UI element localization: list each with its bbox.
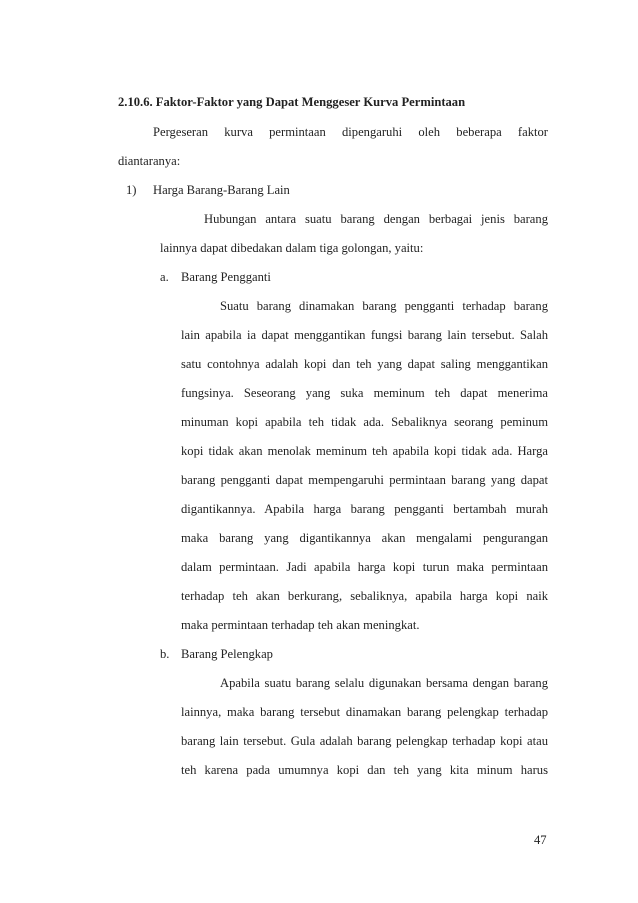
paragraph-line: dalam permintaan. Jadi apabila harga kopi turun maka permintaan [181, 560, 548, 574]
paragraph-line: satu contohnya adalah kopi dan teh yang dapat saling menggantikan [181, 357, 548, 371]
item-title: Harga Barang-Barang Lain [153, 183, 290, 197]
paragraph-line: barang lain tersebut. Gula adalah barang pelengkap terhadap kopi atau [181, 734, 548, 748]
paragraph-line: Suatu barang dinamakan barang pengganti terhadap barang [220, 299, 548, 313]
subitem-title: Barang Pengganti [181, 270, 271, 284]
list-number: 1) [126, 183, 137, 197]
paragraph-line: lainnya dapat dibedakan dalam tiga golongan, yaitu: [160, 241, 424, 255]
paragraph-line: kopi tidak akan menolak meminum teh apabila kopi tidak ada. Harga [181, 444, 548, 458]
paragraph-line: fungsinya. Seseorang yang suka meminum teh dapat menerima [181, 386, 548, 400]
paragraph-line: digantikannya. Apabila harga barang pengganti bertambah murah [181, 502, 548, 516]
paragraph-line: maka permintaan terhadap teh akan meningkat. [181, 618, 420, 632]
paragraph-line: minuman kopi apabila teh tidak ada. Sebaliknya seorang peminum [181, 415, 548, 429]
paragraph-line: Apabila suatu barang selalu digunakan bersama dengan barang [220, 676, 548, 690]
paragraph-line: teh karena pada umumnya kopi dan teh yang kita minum harus [181, 763, 548, 777]
paragraph-line: barang pengganti dapat mempengaruhi permintaan barang yang dapat [181, 473, 548, 487]
subitem-title: Barang Pelengkap [181, 647, 273, 661]
paragraph-line: Hubungan antara suatu barang dengan berbagai jenis barang [204, 212, 548, 226]
paragraph-line: lainnya, maka barang tersebut dinamakan barang pelengkap terhadap [181, 705, 548, 719]
list-letter: b. [160, 647, 170, 661]
page-number: 47 [534, 833, 547, 847]
intro-line: Pergeseran kurva permintaan dipengaruhi oleh beberapa faktor [153, 125, 548, 139]
intro-line: diantaranya: [118, 154, 181, 168]
paragraph-line: maka barang yang digantikannya akan mengalami pengurangan [181, 531, 548, 545]
paragraph-line: lain apabila ia dapat menggantikan fungsi barang lain tersebut. Salah [181, 328, 548, 342]
section-heading: 2.10.6. Faktor-Faktor yang Dapat Menggeser Kurva Permintaan [118, 95, 466, 109]
list-letter: a. [160, 270, 169, 284]
paragraph-line: terhadap teh akan berkurang, sebaliknya, apabila harga kopi naik [181, 589, 548, 603]
